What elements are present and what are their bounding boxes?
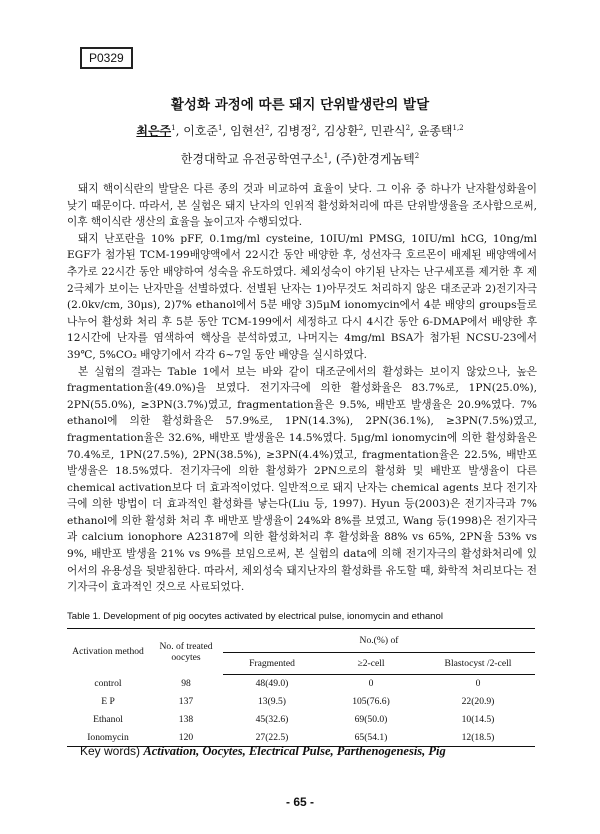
author-name: 최은주 [136, 124, 172, 138]
keywords-label: Key words) [80, 744, 141, 758]
keywords-terms: Activation, Oocytes, Electrical Pulse, Parthenogenesis, Pig [143, 744, 446, 758]
affiliation-mark: 1 [323, 152, 329, 160]
cell-method: E P [101, 696, 115, 707]
affiliation-line: 한경대학교 유전공학연구소$^1$, (주)한경게놈텍$^2$ [180, 152, 420, 166]
author-affil-mark: 1 [218, 124, 223, 132]
cell-oocytes: 98 [181, 678, 191, 689]
author-name: 김병정 [277, 124, 312, 138]
author-name: 임현선 [230, 124, 265, 138]
cell-oocytes: 138 [178, 714, 194, 725]
cell-2cell: 65(54.1) [321, 729, 421, 747]
cell-fragmented: 45(32.6) [255, 714, 289, 725]
cell-oocytes: 137 [178, 696, 194, 707]
author-affil-mark: 2 [405, 124, 411, 132]
paper-title: 활성화 과정에 따른 돼지 단위발생란의 발달 [170, 97, 430, 113]
table-row [67, 711, 535, 729]
table-caption: Table 1. Development of pig oocytes activated by electrical pulse, ionomycin and ethanol [67, 611, 443, 622]
abstract-paragraph: 본 실험의 결과는 Table 1에서 보는 바와 같이 대조군에서의 활성화는 보이지 않았으나, 높은 fragmentation율(49.0%)을 보였다. 전기자극에 의한 활성화율은 83.7%로, 1PN(25.0%), 2PN(55.0%), ≥3PN(3.7%)였고, fragmentation율은 9.5%, 배반포 발생율은 20.9%였다. 7% ethanol에 의한 활성화율은 57.9%로, 1PN(14.3%), 2PN(36.1%), ≥3PN(7.5%)였고, fragmentation율은 32.6%, 배반포 발생율은 14.5%였다. 5μg/ml ionomycin에 의한 활성화율은 70.4%로, 1PN(27.5%), 2PN(38.5%), ≥3PN(4.4%)였고, fragmentation율은 22.5%, 배반포 발생율은 18.5%였다. 전기자극에 의한 활성화가 2PN으로의 활성화 및 배반포 발생율이 다른 chemical activation보다 더 효과적이었다. 일반적으로 돼지 난자는 chemical agents 보다 전기자극에 의한 방법이 더 효과적인 활성화를 낳는다(Liu 등, 1997). Hyun 등(2003)은 전기자극과 7% ethanol에 의한 활성화 처리 후 배반포 발생율이 24%와 8%를 보였고, Wang 등(1998)은 전기자극과 calcium ionophore A23187에 의한 활성화처리 후 활성화율 88% vs 65%, 2PN율 53% vs 9%, 배반포 발생율 21% vs 9%를 보임으로써, 본 실험의 data에 의해 전기자극의 활성화처리에 있어서의 유용성을 뒷받침한다. 따라서, 체외성숙 돼지난자의 활성화를 유도할 때, 화학적 처리보다는 전기자극이 효과적인 것으로 사료되었다. [67, 365, 537, 594]
cell-2cell: 105(76.6) [352, 696, 390, 707]
header-group-no-percent: No.(%) of [223, 629, 535, 653]
cell-fragmented: 48(49.0) [255, 678, 289, 690]
cell-2cell: 69(50.0) [354, 714, 388, 725]
abstract-paragraph: 돼지 핵이식란의 발달은 다른 종의 것과 비교하여 효율이 낮다. 그 이유 중 하나가 난자활성화율이 낮기 때문이다. 따라서, 본 실험은 돼지 난자의 인위적 활성화처리에 따른 단위발생율을 조사함으로써, 이후 핵이식란 생산의 효율을 높이고자 수행되었다. [67, 183, 537, 229]
cell-blastocyst: 0 [475, 678, 481, 690]
keywords-line [80, 744, 446, 759]
author-name: 이호준 [183, 124, 219, 138]
cell-method: Ethanol [93, 714, 123, 725]
author-name: 김상환 [323, 124, 359, 138]
author-affil-mark: 2 [264, 124, 270, 132]
cell-oocytes: 120 [149, 729, 223, 747]
results-table [67, 628, 535, 747]
header-blastocyst: Blastocyst /2-cell [421, 653, 535, 675]
table-row [67, 675, 535, 693]
author-name: 민관식 [370, 124, 406, 138]
header-fragmented: Fragmented [223, 653, 321, 675]
author-affil-mark: 1,2 [452, 124, 464, 132]
author-name: 윤종택 [417, 124, 453, 138]
cell-blastocyst: 10(14.5) [461, 714, 495, 725]
abstract-body [67, 181, 537, 596]
cell-method: control [94, 678, 122, 689]
table-row [67, 693, 535, 711]
page-id-box: P0329 [80, 47, 133, 69]
abstract-paragraph: 돼지 난포란을 10% pFF, 0.1mg/ml cysteine, 10IU/ml PMSG, 10IU/ml hCG, 10ng/ml EGF가 첨가된 TCM-199배양액에서 22시간 동안 배양한 후, 성선자극 호르몬이 배제된 배양액에서 추가로 22시간 동안 배양하여 성숙을 유도하였다. 체외성숙이 야기된 난자는 난구세포를 제거한 후 제2극체가 보이는 난자만을 선별하였다. 선별된 난자는 1)아무것도 처리하지 않은 대조군과 2)전기자극(2.0kv/cm, 30μs), 2)7% ethanol에서 5분 배양 3)5μM ionomycin에서 4분 배양의 groups들로 나누어 활성화 처리 후 5분 동안 TCM-199에서 세정하고 다시 4시간 동안 6-DMAP에서 배양한 후 12시간에 난자를 염색하여 핵상을 분석하였고, 나머지는 4mg/ml BSA가 첨가된 NCSU-23에서 39℃, 5%CO₂ 배양기에서 각각 6~7일 동안 배양을 실시하였다. [67, 232, 537, 361]
cell-fragmented: 27(22.5) [223, 729, 321, 747]
author-affil-mark: 2 [311, 124, 317, 132]
page-number: - 65 - [285, 795, 314, 809]
author-affil-mark: 1 [171, 124, 176, 132]
affiliation-mark: 2 [414, 152, 420, 160]
affiliation-name: 한경대학교 유전공학연구소 [180, 152, 324, 166]
cell-blastocyst: 22(20.9) [461, 696, 495, 707]
header-2cell: ≥2-cell [321, 653, 421, 675]
affiliation-name: (주)한경게놈텍 [335, 152, 415, 166]
cell-2cell: 0 [368, 678, 374, 690]
header-treated-oocytes: No. of treated oocytes [149, 629, 223, 675]
cell-fragmented: 13(9.5) [258, 696, 286, 707]
header-activation-method: Activation method [67, 629, 149, 675]
author-list: 최은주$^1$, 이호준$^1$, 임현선$^2$, 김병정$^2$, 김상환$^2$, 민관식$^2$, 윤종택$^{1,2}$ [136, 124, 464, 138]
cell-blastocyst: 12(18.5) [421, 729, 535, 747]
author-affil-mark: 2 [358, 124, 364, 132]
cell-method: Ionomycin [67, 729, 149, 747]
